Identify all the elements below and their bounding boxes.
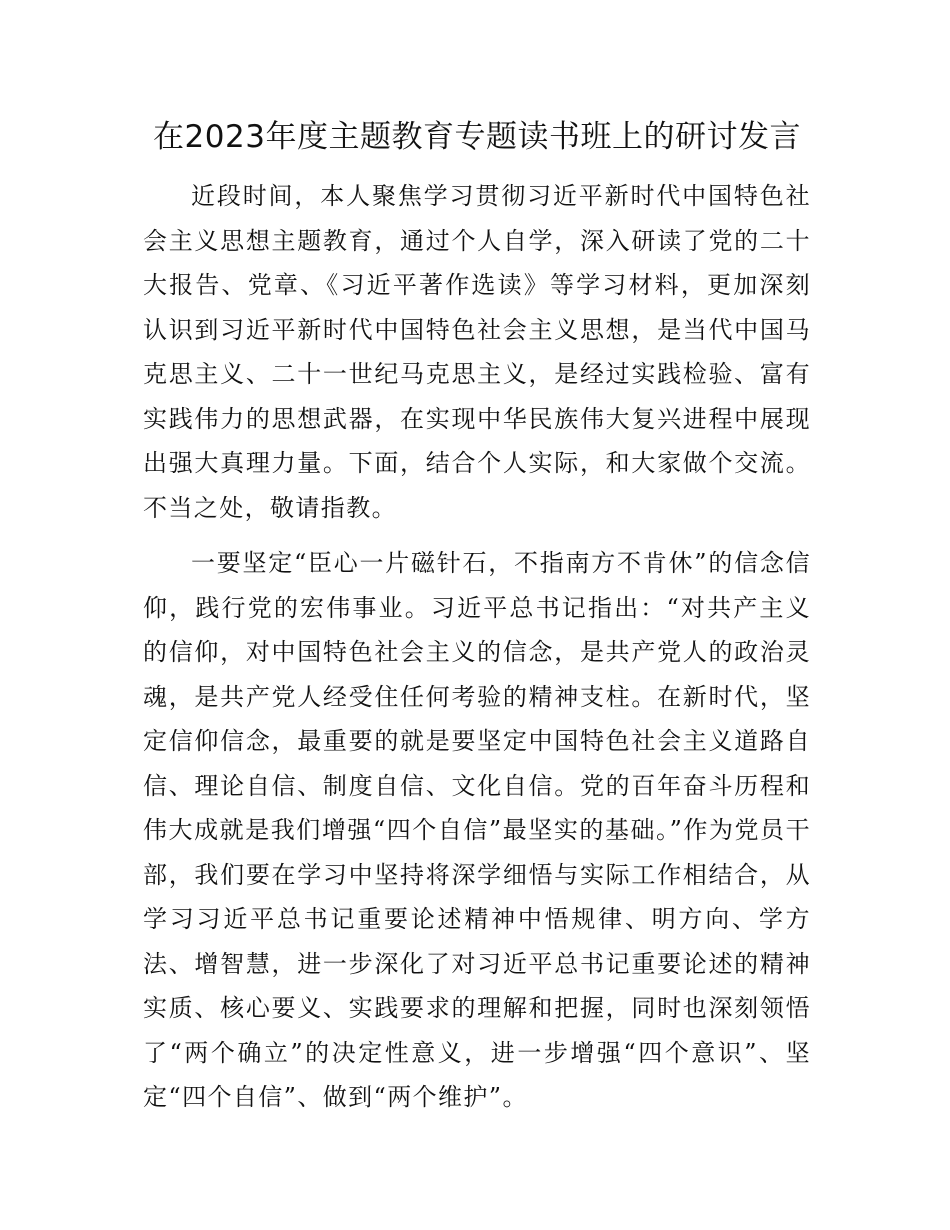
document-page <box>143 112 811 1120</box>
paragraph-point-one: 一要坚定“臣心一片磁针石，不指南方不肯休”的信念信仰，践行党的宏伟事业。习近平总书记指出：“对共产主义的信仰，对中国特色社会主义的信念，是共产党人的政治灵魂，是共产党人经受住任何考验的精神支柱。在新时代，坚定信仰信念，最重要的就是要坚定中国特色社会主义道路自信、理论自信、制度自信、文化自信。党的百年奋斗历程和伟大成就是我们增强“四个自信”最坚实的基础。”作为党员干部，我们要在学习中坚持将深学细悟与实际工作相结合，从学习习近平总书记重要论述精神中悟规律、明方向、学方法、增智慧，进一步深化了对习近平总书记重要论述的精神实质、核心要义、实践要求的理解和把握，同时也深刻领悟了“两个确立”的决定性意义，进一步增强“四个意识”、坚定“四个自信”、做到“两个维护”。 <box>143 549 811 1111</box>
paragraph-intro: 近段时间，本人聚焦学习贯彻习近平新时代中国特色社会主义思想主题教育，通过个人自学，深入研读了党的二十大报告、党章、《习近平著作选读》等学习材料，更加深刻认识到习近平新时代中国特色社会主义思想，是当代中国马克思主义、二十一世纪马克思主义，是经过实践检验、富有实践伟力的思想武器，在实现中华民族伟大复兴进程中展现出强大真理力量。下面，结合个人实际，和大家做个交流。不当之处，敬请指教。 <box>143 182 811 522</box>
document-title: 在2023年度主题教育专题读书班上的研讨发言 <box>153 119 801 155</box>
